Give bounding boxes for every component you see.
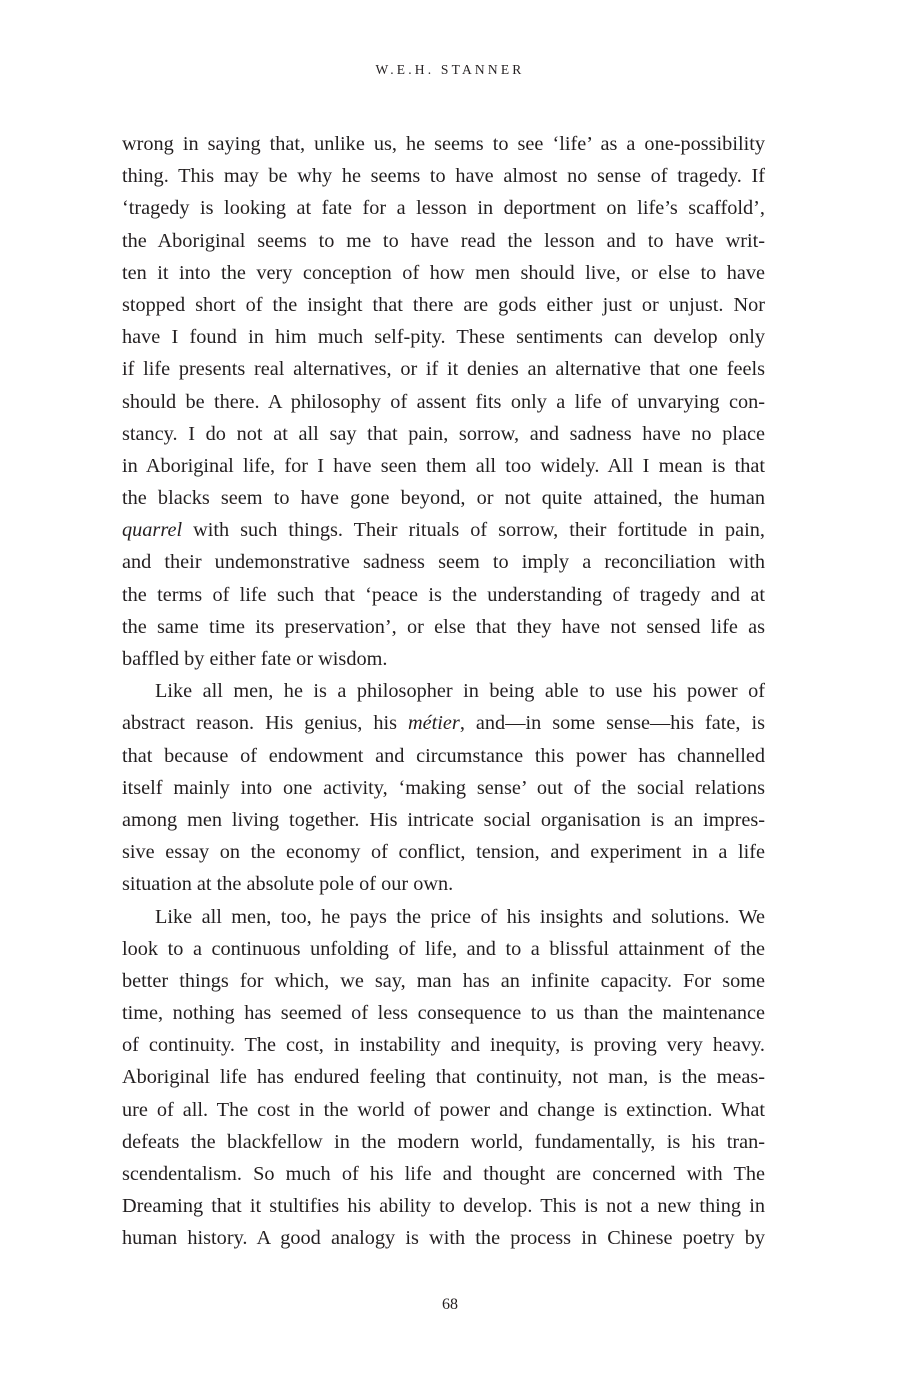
text-run: , and—in some sense—his fate, is xyxy=(459,712,765,735)
text-line: ‘tragedy is looking at fate for a lesson in deportment on life’s scaffold’, xyxy=(122,197,765,220)
running-head: W.E.H. STANNER xyxy=(375,62,525,77)
text-line: the Aboriginal seems to me to have read the lesson and to have writ- xyxy=(122,229,765,252)
text-line: situation at the absolute pole of our own. xyxy=(122,873,454,896)
text-line: sive essay on the economy of conflict, tension, and experiment in a life xyxy=(122,841,765,864)
text-line: the same time its preservation’, or else that they have not sensed life as xyxy=(122,615,765,638)
text-line: defeats the blackfellow in the modern world, fundamentally, is his tran- xyxy=(122,1130,765,1153)
text-line: if life presents real alternatives, or if it denies an alternative that one feels xyxy=(122,358,765,381)
text-line: human history. A good analogy is with the process in Chinese poetry by xyxy=(122,1227,765,1250)
text-line: the blacks seem to have gone beyond, or not quite attained, the human xyxy=(122,487,765,510)
text-run: with such things. Their rituals of sorrow, their fortitude in pain, xyxy=(182,519,765,542)
text-line: Like all men, he is a philosopher in being able to use his power of xyxy=(155,680,765,703)
text-line xyxy=(122,707,765,739)
text-run: abstract reason. His genius, his xyxy=(122,712,409,735)
text-line: have I found in him much self-pity. These sentiments can develop only xyxy=(122,326,765,349)
text-line: baffled by either fate or wisdom. xyxy=(122,648,388,670)
text-line: Aboriginal life has endured feeling that continuity, not man, is the meas- xyxy=(122,1066,765,1089)
text-line: Dreaming that it stultifies his ability to develop. This is not a new thing in xyxy=(122,1195,765,1218)
text-line: that because of endowment and circumstance this power has channelled xyxy=(122,744,765,767)
body-text xyxy=(122,128,765,1255)
text-line: stopped short of the insight that there are gods either just or unjust. Nor xyxy=(122,293,765,316)
text-line: scendentalism. So much of his life and thought are concerned with The xyxy=(122,1163,765,1185)
text-line: ten it into the very conception of how men should live, or else to have xyxy=(122,261,765,284)
text-line: among men living together. His intricate social organisation is an impres- xyxy=(122,808,765,831)
italic-term: quarrel xyxy=(122,519,183,542)
text-line: should be there. A philosophy of assent fits only a life of unvarying con- xyxy=(122,390,765,413)
text-line: itself mainly into one activity, ‘making sense’ out of the social relations xyxy=(122,776,765,799)
text-line: ure of all. The cost in the world of power and change is extinction. What xyxy=(122,1098,765,1121)
text-line: the terms of life such that ‘peace is the understanding of tragedy and at xyxy=(122,583,765,606)
text-line: better things for which, we say, man has an infinite capacity. For some xyxy=(122,969,765,992)
text-line: wrong in saying that, unlike us, he seems to see ‘life’ as a one-possibility xyxy=(122,133,765,155)
text-line: thing. This may be why he seems to have almost no sense of tragedy. If xyxy=(122,165,765,188)
text-line: time, nothing has seemed of less consequence to us than the maintenance xyxy=(122,1002,765,1025)
page-number: 68 xyxy=(442,1296,458,1313)
text-line xyxy=(122,514,765,546)
text-line: in Aboriginal life, for I have seen them all too widely. All I mean is that xyxy=(122,454,765,477)
text-line: and their undemonstrative sadness seem to imply a reconciliation with xyxy=(122,551,765,574)
text-line: stancy. I do not at all say that pain, sorrow, and sadness have no place xyxy=(122,422,765,445)
text-line: Like all men, too, he pays the price of his insights and solutions. We xyxy=(155,905,765,928)
italic-term: métier xyxy=(408,712,460,735)
text-line: look to a continuous unfolding of life, and to a blissful attainment of the xyxy=(122,937,765,960)
text-line: of continuity. The cost, in instability and inequity, is proving very heavy. xyxy=(122,1034,765,1057)
